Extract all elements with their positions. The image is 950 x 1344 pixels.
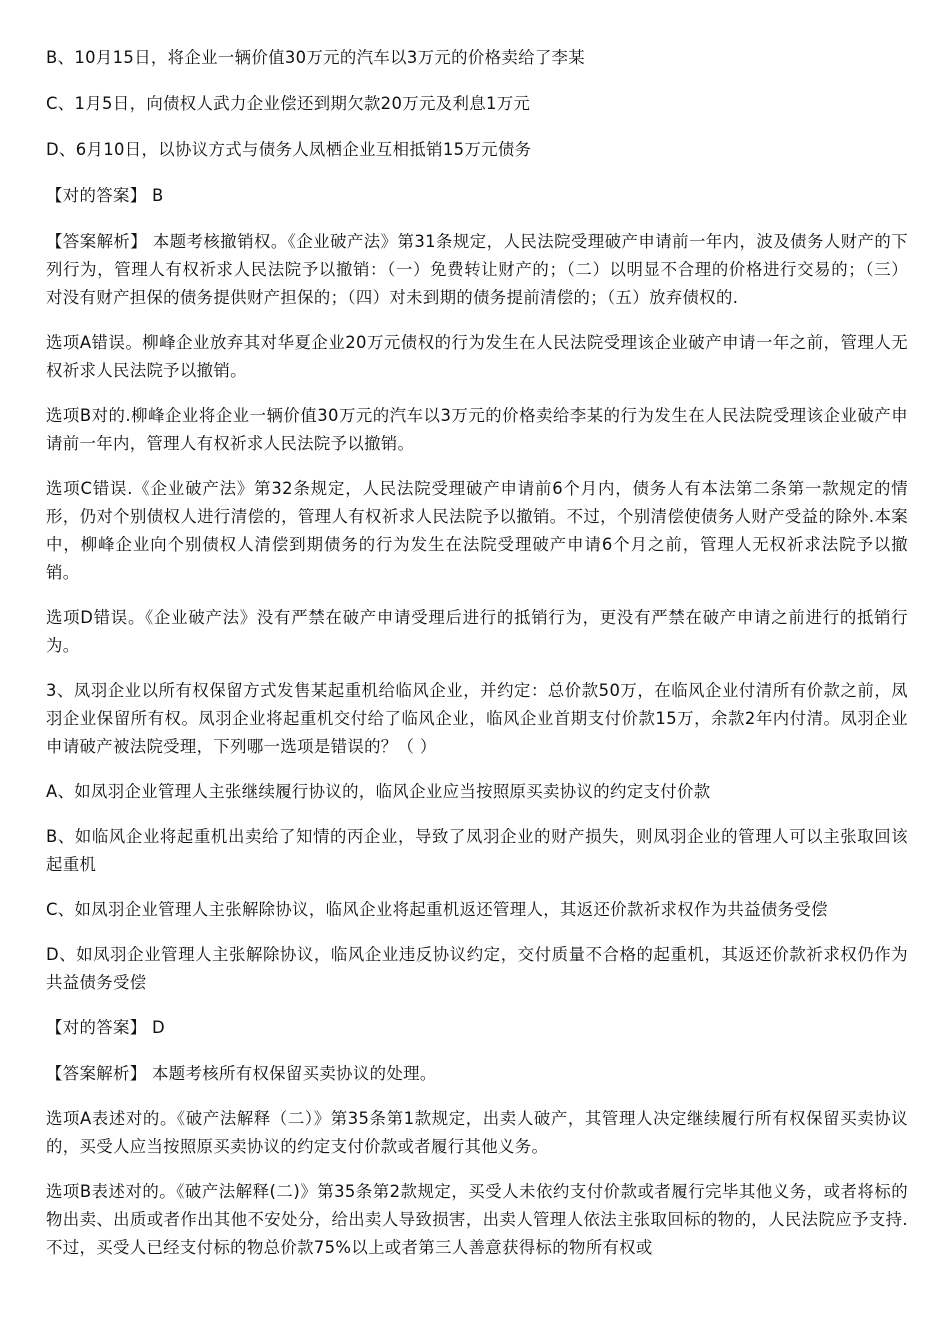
question-3: 3、凤羽企业以所有权保留方式发售某起重机给临风企业，并约定：总价款50万，在临风企业付清所有价款之前，凤羽企业保留所有权。凤羽企业将起重机交付给了临风企业，临风企业首期支付价款15万，余款2年内付清。凤羽企业申请破产被法院受理，下列哪一选项是错误的？（ ）	[46, 681, 908, 756]
q3-analysis-option-a: 选项A表述对的。《破产法解释（二）》第35条第1款规定，出卖人破产，其管理人决定继续履行所有权保留买卖协议的，买受人应当按照原买卖协议的约定支付价款或者履行其他义务。	[46, 1109, 908, 1156]
q3-analysis-option-b: 选项B表述对的。《破产法解释(二)》第35条第2款规定，买受人未依约支付价款或者履行完毕其他义务，或者将标的物出卖、出质或者作出其他不安处分，给出卖人导致损害，出卖人管理人依法主张取回标的物的，人民法院应予支持.不过，买受人已经支付标的物总价款75%以上或者第三人善意获得标的物所有权或	[46, 1182, 908, 1257]
correct-answer-q3: 【对的答案】 D	[46, 1018, 165, 1037]
answer-analysis-q2: 【答案解析】 本题考核撤销权。《企业破产法》第31条规定，人民法院受理破产申请前一年内，波及债务人财产的下列行为，管理人有权祈求人民法院予以撤销：（一）免费转让财产的；（二）以明显不合理的价格进行交易的；（三）对没有财产担保的债务提供财产担保的；（四）对未到期的债务提前清偿的；（五）放弃债权的.	[46, 232, 908, 307]
option-d: D、6月10日，以协议方式与债务人凤栖企业互相抵销15万元债务	[46, 140, 532, 159]
analysis-option-a: 选项A错误。柳峰企业放弃其对华夏企业20万元债权的行为发生在人民法院受理该企业破产申请一年之前，管理人无权祈求人民法院予以撤销。	[46, 333, 908, 380]
analysis-option-c: 选项C错误.《企业破产法》第32条规定，人民法院受理破产申请前6个月内，债务人有本法第二条第一款规定的情形，仍对个别债权人进行清偿的，管理人有权祈求人民法院予以撤销。不过，个别清偿使债务人财产受益的除外.本案中，柳峰企业向个别债权人清偿到期债务的行为发生在法院受理破产申请6个月之前，管理人无权祈求法院予以撤销。	[46, 479, 908, 582]
q3-option-b: B、如临风企业将起重机出卖给了知情的丙企业，导致了凤羽企业的财产损失，则凤羽企业的管理人可以主张取回该起重机	[46, 827, 908, 874]
correct-answer-q2: 【对的答案】 B	[46, 186, 164, 205]
option-b: B、10月15日，将企业一辆价值30万元的汽车以3万元的价格卖给了李某	[46, 48, 586, 67]
analysis-option-d: 选项D错误。《企业破产法》没有严禁在破产申请受理后进行的抵销行为，更没有严禁在破产申请之前进行的抵销行为。	[46, 608, 908, 655]
q3-option-d: D、如凤羽企业管理人主张解除协议，临风企业违反协议约定，交付质量不合格的起重机，其返还价款祈求权仍作为共益债务受偿	[46, 945, 908, 992]
q3-option-a: A、如凤羽企业管理人主张继续履行协议的，临风企业应当按照原买卖协议的约定支付价款	[46, 782, 711, 801]
q3-option-c: C、如凤羽企业管理人主张解除协议，临风企业将起重机返还管理人，其返还价款祈求权作为共益债务受偿	[46, 900, 828, 919]
answer-analysis-q3: 【答案解析】 本题考核所有权保留买卖协议的处理。	[46, 1064, 437, 1083]
analysis-option-b: 选项B对的.柳峰企业将企业一辆价值30万元的汽车以3万元的价格卖给李某的行为发生在人民法院受理该企业破产申请前一年内，管理人有权祈求人民法院予以撤销。	[46, 406, 908, 453]
option-c: C、1月5日，向债权人武力企业偿还到期欠款20万元及利息1万元	[46, 94, 531, 113]
